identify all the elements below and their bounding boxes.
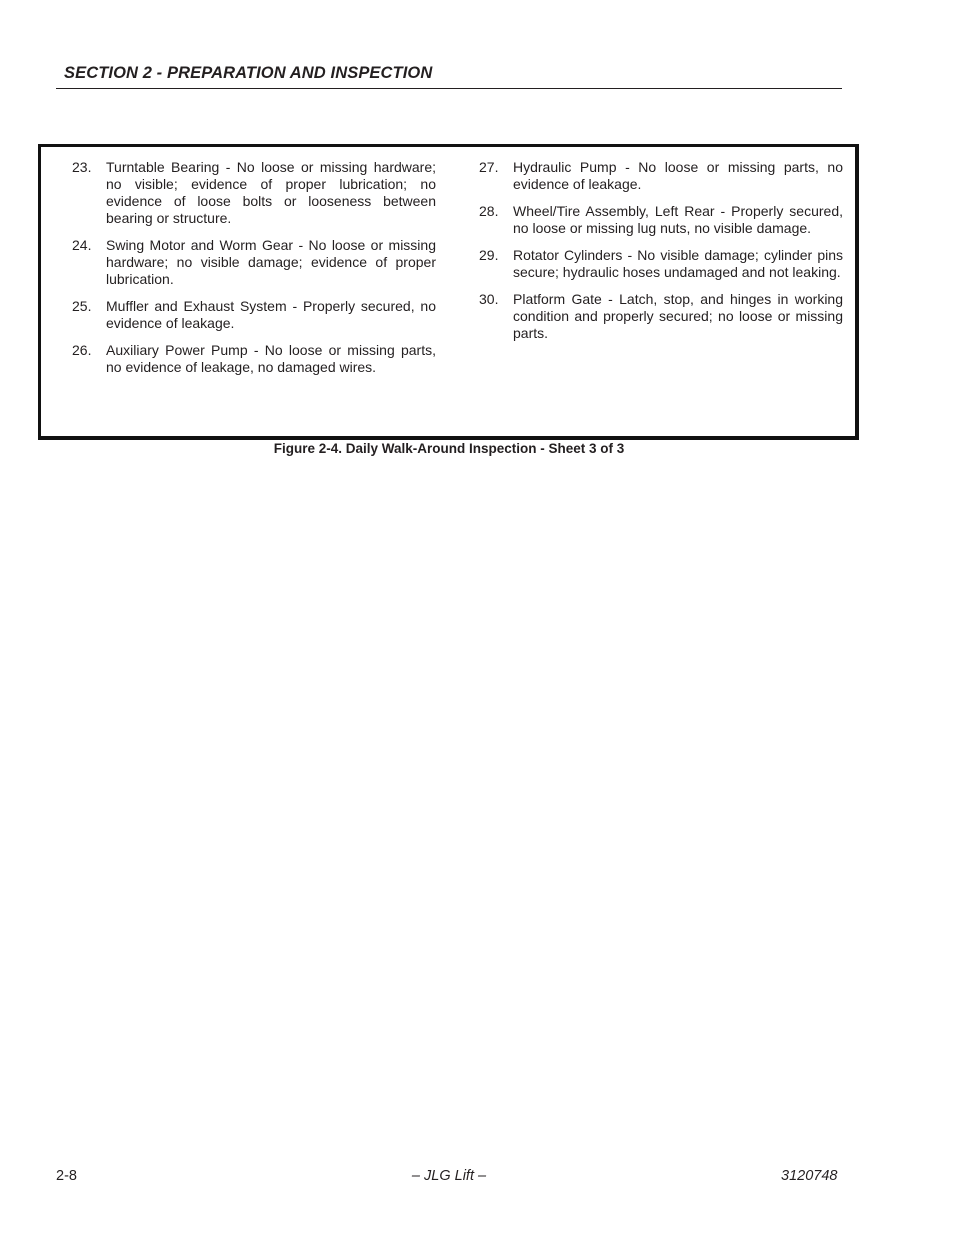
- document-number: 3120748: [781, 1168, 838, 1184]
- header-rule: [56, 88, 842, 89]
- figure-box: [38, 144, 859, 440]
- item-number: 23.: [72, 159, 92, 175]
- item-number: 24.: [72, 237, 92, 253]
- item-number: 27.: [479, 159, 499, 175]
- item-number: 26.: [72, 342, 92, 358]
- list-item: [476, 203, 843, 237]
- list-item: [69, 342, 436, 376]
- item-text: Turntable Bearing - No loose or missing hardware; no visible; evidence of proper lubrication; no evidence of loose bolts or looseness between bearing or structure.: [106, 159, 436, 226]
- left-column: [69, 159, 436, 386]
- section-title: SECTION 2 - PREPARATION AND INSPECTION: [64, 64, 433, 82]
- item-number: 30.: [479, 291, 499, 307]
- list-item: [69, 237, 436, 288]
- list-item: [69, 298, 436, 332]
- item-text: Muffler and Exhaust System - Properly secured, no evidence of leakage.: [106, 298, 436, 331]
- footer-brand: – JLG Lift –: [411, 1168, 487, 1184]
- item-text: Wheel/Tire Assembly, Left Rear - Properly secured, no loose or missing lug nuts, no visible damage.: [513, 203, 843, 236]
- item-number: 28.: [479, 203, 499, 219]
- item-text: Auxiliary Power Pump - No loose or missing parts, no evidence of leakage, no damaged wires.: [106, 342, 436, 375]
- item-text: Rotator Cylinders - No visible damage; cylinder pins secure; hydraulic hoses undamaged and not leaking.: [513, 247, 843, 280]
- item-text: Platform Gate - Latch, stop, and hinges in working condition and properly secured; no loose or missing parts.: [513, 291, 843, 341]
- list-item: [476, 159, 843, 193]
- list-item: [476, 247, 843, 281]
- figure-caption: Figure 2-4. Daily Walk-Around Inspection - Sheet 3 of 3: [273, 441, 625, 456]
- item-number: 25.: [72, 298, 92, 314]
- item-number: 29.: [479, 247, 499, 263]
- list-item: [476, 291, 843, 342]
- page-number: 2-8: [56, 1168, 77, 1184]
- item-text: Hydraulic Pump - No loose or missing parts, no evidence of leakage.: [513, 159, 843, 192]
- list-item: [69, 159, 436, 227]
- right-column: [476, 159, 843, 352]
- item-text: Swing Motor and Worm Gear - No loose or missing hardware; no visible damage; evidence of proper lubrication.: [106, 237, 436, 287]
